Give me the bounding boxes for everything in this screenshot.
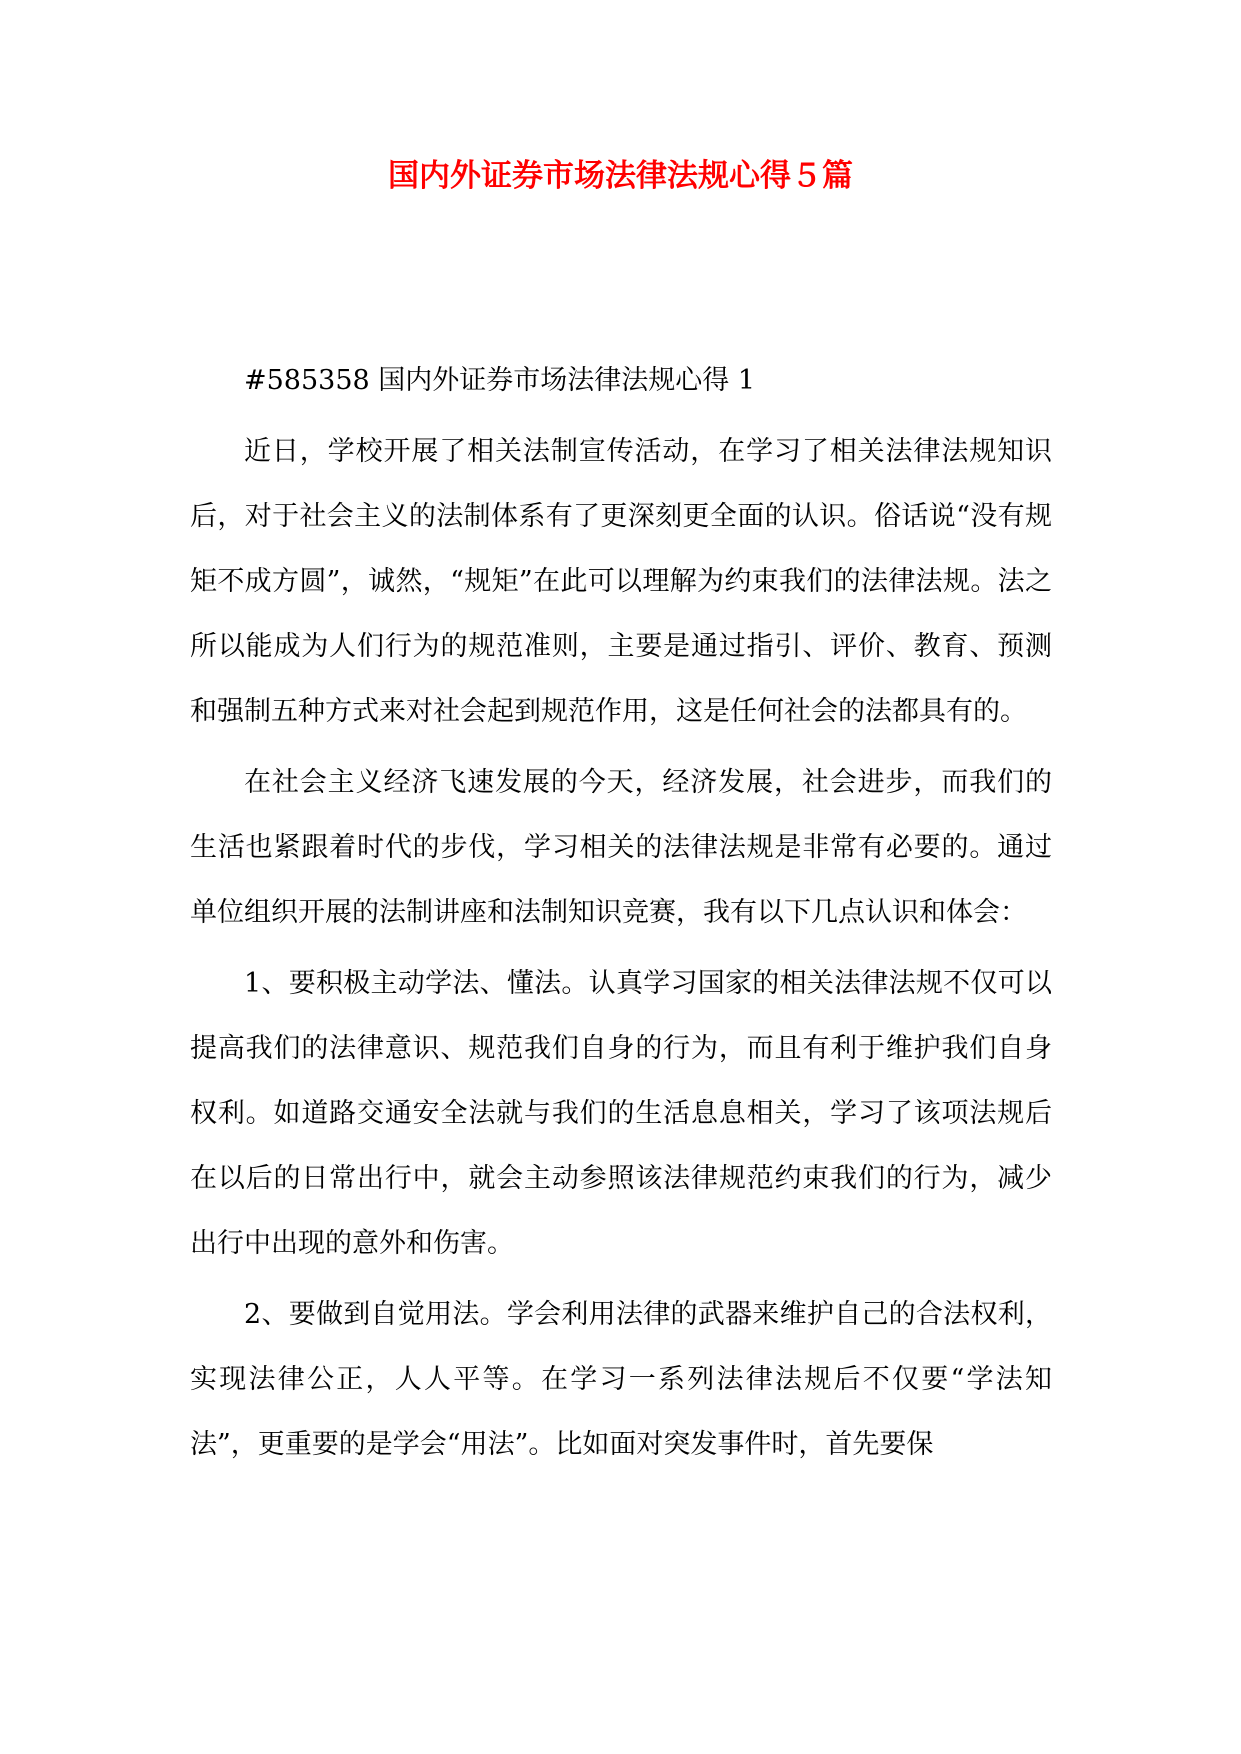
document-body	[190, 348, 1052, 1477]
document-title: 国内外证券市场法律法规心得５篇	[388, 158, 853, 194]
body-paragraph: 近日，学校开展了相关法制宣传活动，在学习了相关法律法规知识后，对于社会主义的法制体系有了更深刻更全面的认识。俗话说“没有规矩不成方圆”，诚然，“规矩”在此可以理解为约束我们的法律法规。法之所以能成为人们行为的规范准则，主要是通过指引、评价、教育、预测和强制五种方式来对社会起到规范作用，这是任何社会的法都具有的。	[190, 436, 1052, 727]
body-paragraph: 1、要积极主动学法、懂法。认真学习国家的相关法律法规不仅可以提高我们的法律意识、规范我们自身的行为，而且有利于维护我们自身权利。如道路交通安全法就与我们的生活息息相关，学习了该项法规后在以后的日常出行中，就会主动参照该法律规范约束我们的行为，减少出行中出现的意外和伤害。	[190, 968, 1052, 1259]
body-paragraph: 在社会主义经济飞速发展的今天，经济发展，社会进步，而我们的生活也紧跟着时代的步伐，学习相关的法律法规是非常有必要的。通过单位组织开展的法制讲座和法制知识竞赛，我有以下几点认识和体会：	[190, 767, 1052, 928]
section-heading: #585358 国内外证券市场法律法规心得 1	[244, 365, 756, 396]
body-paragraph: 2、要做到自觉用法。学会利用法律的武器来维护自己的合法权利，实现法律公正，人人平等。在学习一系列法律法规后不仅要“学法知法”，更重要的是学会“用法”。比如面对突发事件时，首先要保	[190, 1299, 1052, 1460]
